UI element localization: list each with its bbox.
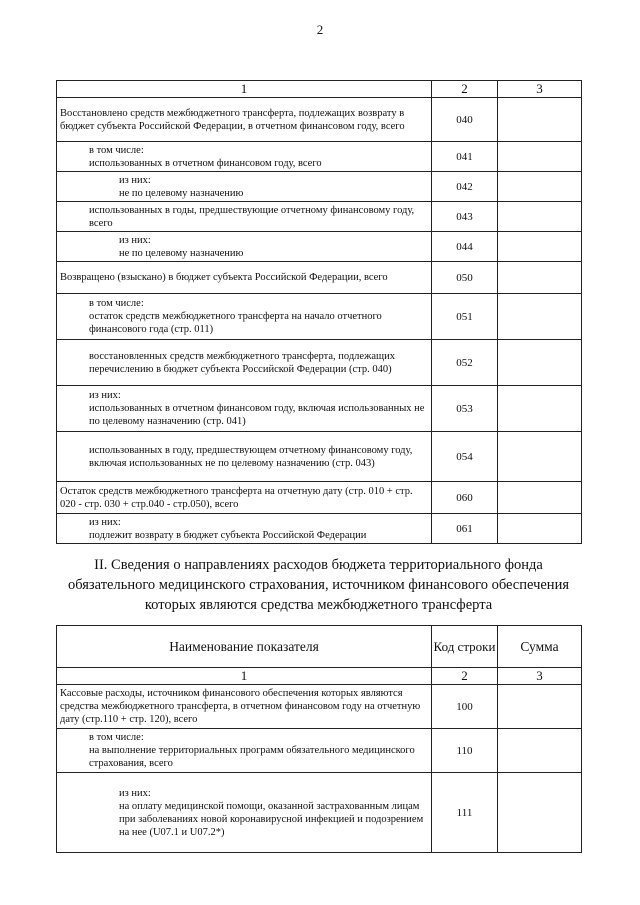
- column-number-row: [57, 668, 582, 685]
- row-sum-cell[interactable]: [498, 386, 582, 432]
- column-number: 2: [432, 81, 498, 98]
- row-code: 051: [432, 294, 498, 340]
- column-header-code: Код строки: [432, 626, 498, 668]
- row-sum-cell[interactable]: [498, 514, 582, 544]
- row-sum-cell[interactable]: [498, 685, 582, 729]
- row-sum-cell[interactable]: [498, 262, 582, 294]
- row-sum-cell[interactable]: [498, 142, 582, 172]
- table-row: [57, 172, 582, 202]
- row-sum-cell[interactable]: [498, 232, 582, 262]
- row-code: 100: [432, 685, 498, 729]
- row-label: Восстановлено средств межбюджетного трансферта, подлежащих возврату в бюджет субъекта Российской Федерации, в отчетном финансовом году, всего: [57, 98, 432, 142]
- row-sum-cell[interactable]: [498, 294, 582, 340]
- row-sum-cell[interactable]: [498, 98, 582, 142]
- column-number-row: [57, 81, 582, 98]
- table-row: [57, 729, 582, 773]
- row-code: 043: [432, 202, 498, 232]
- row-label: в том числе: на выполнение территориальных программ обязательного медицинского страхования, всего: [57, 729, 432, 773]
- row-sum-cell[interactable]: [498, 482, 582, 514]
- row-label: Возвращено (взыскано) в бюджет субъекта Российской Федерации, всего: [57, 262, 432, 294]
- table-row: [57, 294, 582, 340]
- row-code: 054: [432, 432, 498, 482]
- column-number: 1: [57, 668, 432, 685]
- expenses-table-body: [57, 685, 582, 853]
- row-label: восстановленных средств межбюджетного трансферта, подлежащих перечислению в бюджет субъекта Российской Федерации (стр. 040): [57, 340, 432, 386]
- table-row: [57, 98, 582, 142]
- row-label: в том числе: использованных в отчетном финансовом году, всего: [57, 142, 432, 172]
- column-header-sum: Сумма: [498, 626, 582, 668]
- row-sum-cell[interactable]: [498, 729, 582, 773]
- row-label: из них: использованных в отчетном финансовом году, включая использованных не по целевому назначению (стр. 041): [57, 386, 432, 432]
- table-row: [57, 232, 582, 262]
- table-row: [57, 773, 582, 853]
- column-header-name: Наименование показателя: [57, 626, 432, 668]
- row-label: из них: не по целевому назначению: [57, 232, 432, 262]
- table-row: [57, 386, 582, 432]
- row-sum-cell[interactable]: [498, 172, 582, 202]
- column-number: 3: [498, 81, 582, 98]
- row-code: 060: [432, 482, 498, 514]
- table-row: [57, 432, 582, 482]
- expenses-table: [56, 625, 582, 853]
- row-code: 061: [432, 514, 498, 544]
- table-row: [57, 340, 582, 386]
- row-sum-cell[interactable]: [498, 773, 582, 853]
- row-label: использованных в годы, предшествующие отчетному финансовому году, всего: [57, 202, 432, 232]
- row-code: 050: [432, 262, 498, 294]
- table-row: [57, 514, 582, 544]
- header-row: [57, 626, 582, 668]
- row-sum-cell[interactable]: [498, 202, 582, 232]
- transfer-table: [56, 80, 582, 544]
- table-row: [57, 202, 582, 232]
- row-code: 110: [432, 729, 498, 773]
- row-code: 040: [432, 98, 498, 142]
- row-code: 052: [432, 340, 498, 386]
- row-label: из них: не по целевому назначению: [57, 172, 432, 202]
- row-label: Остаток средств межбюджетного трансферта на отчетную дату (стр. 010 + стр. 020 - стр. 030 + стр.040 - стр.050), всего: [57, 482, 432, 514]
- section-title: II. Сведения о направлениях расходов бюджета территориального фонда обязательного медицинского страхования, источником финансового обеспечения которых являются средства межбюджетного трансферта: [67, 557, 569, 613]
- column-number: 2: [432, 668, 498, 685]
- row-code: 042: [432, 172, 498, 202]
- table-row: [57, 482, 582, 514]
- transfer-table-body: [57, 98, 582, 544]
- row-code: 041: [432, 142, 498, 172]
- row-label: в том числе: остаток средств межбюджетного трансферта на начало отчетного финансового года (стр. 011): [57, 294, 432, 340]
- table-row: [57, 262, 582, 294]
- table-row: [57, 142, 582, 172]
- row-sum-cell[interactable]: [498, 340, 582, 386]
- page-number: 2: [316, 22, 324, 37]
- column-number: 1: [57, 81, 432, 98]
- column-number: 3: [498, 668, 582, 685]
- row-code: 111: [432, 773, 498, 853]
- row-sum-cell[interactable]: [498, 432, 582, 482]
- table-row: [57, 685, 582, 729]
- row-code: 053: [432, 386, 498, 432]
- row-label: Кассовые расходы, источником финансового обеспечения которых являются средства межбюджетного трансферта, в отчетном финансовом году на отчетную дату (стр.110 + стр. 120), всего: [57, 685, 432, 729]
- row-label: из них: на оплату медицинской помощи, оказанной застрахованным лицам при заболеваниях новой коронавирусной инфекцией и подозрением на нее (U07.1 и U07.2*): [57, 773, 432, 853]
- row-label: использованных в году, предшествующем отчетному финансовому году, включая использованных не по целевому назначению (стр. 043): [57, 432, 432, 482]
- row-label: из них: подлежит возврату в бюджет субъекта Российской Федерации: [57, 514, 432, 544]
- row-code: 044: [432, 232, 498, 262]
